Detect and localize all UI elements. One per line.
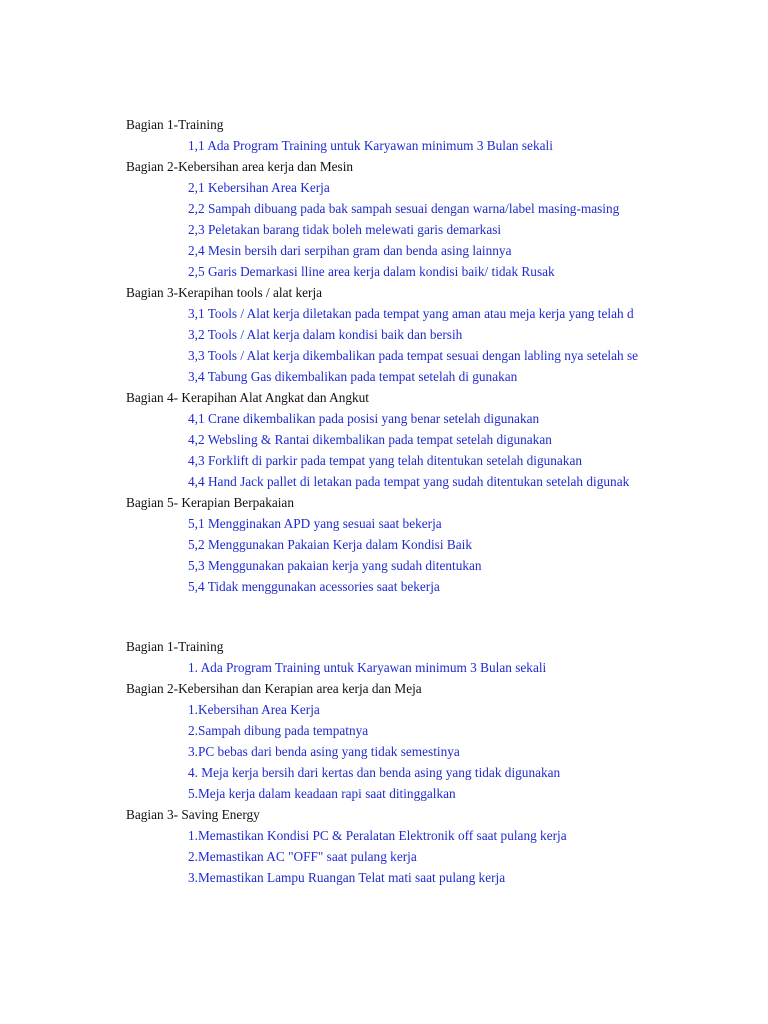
checklist-item: 4. Meja kerja bersih dari kertas dan benda asing yang tidak digunakan bbox=[188, 765, 561, 780]
checklist-section-second bbox=[126, 636, 686, 888]
section-heading: Bagian 1-Training bbox=[126, 639, 224, 654]
checklist-item: 2,3 Peletakan barang tidak boleh melewati garis demarkasi bbox=[188, 222, 502, 237]
checklist-item: 2,4 Mesin bersih dari serpihan gram dan benda asing lainnya bbox=[188, 243, 512, 258]
checklist-item: 3,4 Tabung Gas dikembalikan pada tempat setelah di gunakan bbox=[188, 369, 518, 384]
section-heading: Bagian 5- Kerapian Berpakaian bbox=[126, 495, 294, 510]
section-heading: Bagian 4- Kerapihan Alat Angkat dan Angkut bbox=[126, 390, 369, 405]
checklist-item: 5.Meja kerja dalam keadaan rapi saat ditinggalkan bbox=[188, 786, 456, 801]
checklist-item: 4,4 Hand Jack pallet di letakan pada tempat yang sudah ditentukan setelah digunak bbox=[188, 474, 630, 489]
checklist-item: 2.Memastikan AC "OFF" saat pulang kerja bbox=[188, 849, 417, 864]
checklist-item: 2.Sampah dibung pada tempatnya bbox=[188, 723, 369, 738]
checklist-item: 3,2 Tools / Alat kerja dalam kondisi baik dan bersih bbox=[188, 327, 463, 342]
checklist-item: 2,1 Kebersihan Area Kerja bbox=[188, 180, 330, 195]
checklist-item: 5,2 Menggunakan Pakaian Kerja dalam Kondisi Baik bbox=[188, 537, 472, 552]
checklist-item: 5,4 Tidak menggunakan acessories saat bekerja bbox=[188, 579, 440, 594]
checklist-section-first bbox=[126, 114, 686, 597]
section-heading: Bagian 2-Kebersihan dan Kerapian area kerja dan Meja bbox=[126, 681, 422, 696]
section-heading: Bagian 2-Kebersihan area kerja dan Mesin bbox=[126, 159, 354, 174]
checklist-item: 5,1 Mengginakan APD yang sesuai saat bekerja bbox=[188, 516, 442, 531]
checklist-item: 1.Memastikan Kondisi PC & Peralatan Elektronik off saat pulang kerja bbox=[188, 828, 567, 843]
checklist-item: 4,2 Websling & Rantai dikembalikan pada tempat setelah digunakan bbox=[188, 432, 552, 447]
section-heading: Bagian 3- Saving Energy bbox=[126, 807, 260, 822]
checklist-item: 3,1 Tools / Alat kerja diletakan pada tempat yang aman atau meja kerja yang telah d bbox=[188, 306, 634, 321]
checklist-item: 2,2 Sampah dibuang pada bak sampah sesuai dengan warna/label masing-masing bbox=[188, 201, 620, 216]
checklist-item: 3,3 Tools / Alat kerja dikembalikan pada tempat sesuai dengan labling nya setelah se bbox=[188, 348, 639, 363]
checklist-item: 1,1 Ada Program Training untuk Karyawan minimum 3 Bulan sekali bbox=[188, 138, 553, 153]
section-heading: Bagian 1-Training bbox=[126, 117, 224, 132]
checklist-item: 1. Ada Program Training untuk Karyawan minimum 3 Bulan sekali bbox=[188, 660, 547, 675]
section-heading: Bagian 3-Kerapihan tools / alat kerja bbox=[126, 285, 323, 300]
checklist-item: 4,3 Forklift di parkir pada tempat yang telah ditentukan setelah digunakan bbox=[188, 453, 582, 468]
checklist-item: 3.PC bebas dari benda asing yang tidak semestinya bbox=[188, 744, 460, 759]
checklist-item: 5,3 Menggunakan pakaian kerja yang sudah ditentukan bbox=[188, 558, 482, 573]
checklist-item: 1.Kebersihan Area Kerja bbox=[188, 702, 320, 717]
checklist-item: 2,5 Garis Demarkasi lline area kerja dalam kondisi baik/ tidak Rusak bbox=[188, 264, 555, 279]
checklist-item: 4,1 Crane dikembalikan pada posisi yang benar setelah digunakan bbox=[188, 411, 540, 426]
checklist-item: 3.Memastikan Lampu Ruangan Telat mati saat pulang kerja bbox=[188, 870, 506, 885]
